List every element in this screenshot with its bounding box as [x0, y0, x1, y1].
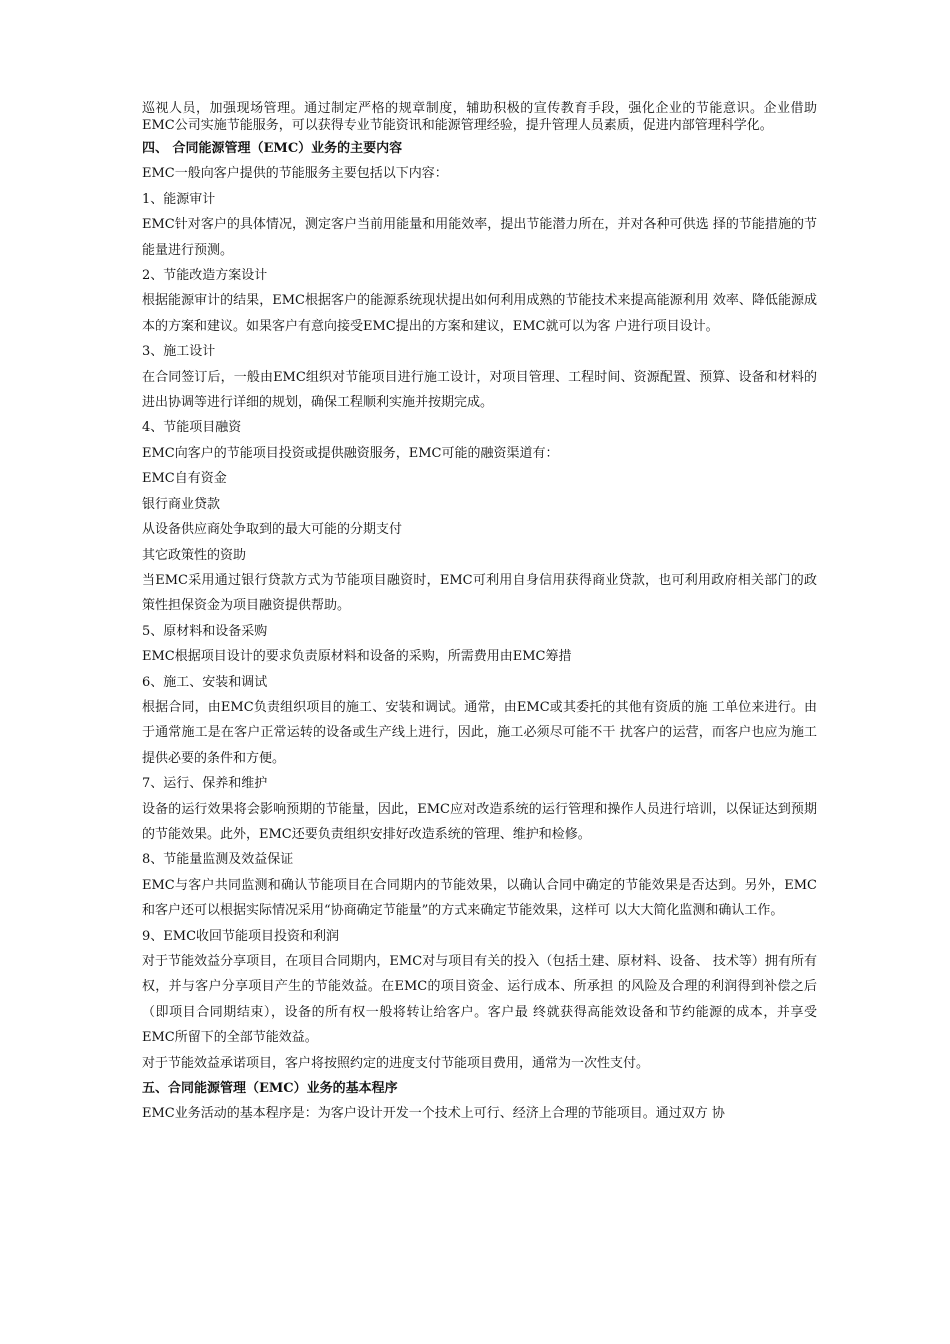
body-paragraph: 银行商业贷款: [142, 496, 221, 512]
body-paragraph: EMC根据项目设计的要求负责原材料和设备的采购，所需费用由EMC筹措: [142, 649, 572, 665]
body-paragraph: EMC与客户共同监测和确认节能项目在合同期内的节能效果，以确认合同中确定的节能效果是否达到。另外，EMC和客户还可以根据实际情况采用“协商确定节能量”的方式来确定节能效果，这样可 以大大简化监测和确认工作。: [142, 877, 817, 919]
body-paragraph: 2、节能改造方案设计: [142, 268, 268, 284]
intro-paragraph: 巡视人员，加强现场管理。通过制定严格的规章制度，辅助积极的宣传教育手段，强化企业的节能意识。企业借助EMC公司实施节能服务，可以获得专业节能资讯和能源管理经验，提升管理人员素质，促进内部管理科学化。: [142, 101, 817, 133]
body-paragraph: 从设备供应商处争取到的最大可能的分期支付: [142, 522, 403, 538]
body-paragraph: 8、节能量监测及效益保证: [142, 852, 294, 868]
body-paragraph: 设备的运行效果将会影响预期的节能量，因此，EMC应对改造系统的运行管理和操作人员进行培训，以保证达到预期的节能效果。此外，EMC还要负责组织安排好改造系统的管理、维护和检修。: [142, 801, 817, 842]
body-paragraph: 7、运行、保养和维护: [142, 776, 268, 792]
body-paragraph: EMC针对客户的具体情况，测定客户当前用能量和用能效率，提出节能潜力所在，并对各种可供选 择的节能措施的节能量进行预测。: [142, 217, 817, 258]
intro-section: [142, 100, 817, 134]
document-body: [142, 136, 817, 1127]
body-paragraph: 根据能源审计的结果，EMC根据客户的能源系统现状提出如何利用成熟的节能技术来提高能源利用 效率、降低能源成本的方案和建议。如果客户有意向接受EMC提出的方案和建议，EMC就可以为客 户进行项目设计。: [142, 293, 817, 334]
section-heading: 四、 合同能源管理（EMC）业务的主要内容: [142, 141, 403, 156]
body-paragraph: 4、节能项目融资: [142, 420, 242, 436]
body-paragraph: 9、EMC收回节能项目投资和利润: [142, 928, 340, 944]
body-paragraph: 5、原材料和设备采购: [142, 623, 268, 639]
document-page: [142, 100, 817, 1127]
body-paragraph: 3、施工设计: [142, 344, 216, 360]
body-paragraph: 当EMC采用通过银行贷款方式为节能项目融资时，EMC可利用自身信用获得商业贷款，也可利用政府相关部门的政策性担保资金为项目融资提供帮助。: [142, 572, 817, 614]
body-paragraph: EMC一般向客户提供的节能服务主要包括以下内容：: [142, 166, 448, 182]
section-heading: 五、合同能源管理（EMC）业务的基本程序: [142, 1081, 398, 1097]
body-paragraph: EMC向客户的节能项目投资或提供融资服务，EMC可能的融资渠道有：: [142, 445, 559, 461]
body-paragraph: EMC自有资金: [142, 471, 227, 487]
body-paragraph: 6、施工、安装和调试: [142, 674, 268, 690]
body-paragraph: 根据合同，由EMC负责组织项目的施工、安装和调试。通常，由EMC或其委托的其他有资质的施 工单位来进行。由于通常施工是在客户正常运转的设备或生产线上进行，因此，施工必须尽可能不干 扰客户的运营，而客户也应为施工提供必要的条件和方便。: [142, 699, 817, 766]
body-paragraph: EMC业务活动的基本程序是：为客户设计开发一个技术上可行、经济上合理的节能项目。通过双方 协: [142, 1106, 725, 1122]
body-paragraph: 1、能源审计: [142, 191, 216, 207]
body-paragraph: 其它政策性的资助: [142, 547, 247, 563]
body-paragraph: 对于节能效益分享项目，在项目合同期内，EMC对与项目有关的投入（包括土建、原材料、设备、 技术等）拥有所有权，并与客户分享项目产生的节能效益。在EMC的项目资金、运行成本、所承担 的风险及合理的利润得到补偿之后（即项目合同期结束），设备的所有权一般将转让给客户。客户最 终就获得高能效设备和节约能源的成本，并享受EMC所留下的全部节能效益。: [142, 954, 817, 1046]
body-paragraph: 对于节能效益承诺项目，客户将按照约定的进度支付节能项目费用，通常为一次性支付。: [142, 1055, 650, 1071]
body-paragraph: 在合同签订后，一般由EMC组织对节能项目进行施工设计，对项目管理、工程时间、资源配置、预算、设备和材料的进出协调等进行详细的规划，确保工程顺利实施并按期完成。: [142, 369, 817, 411]
